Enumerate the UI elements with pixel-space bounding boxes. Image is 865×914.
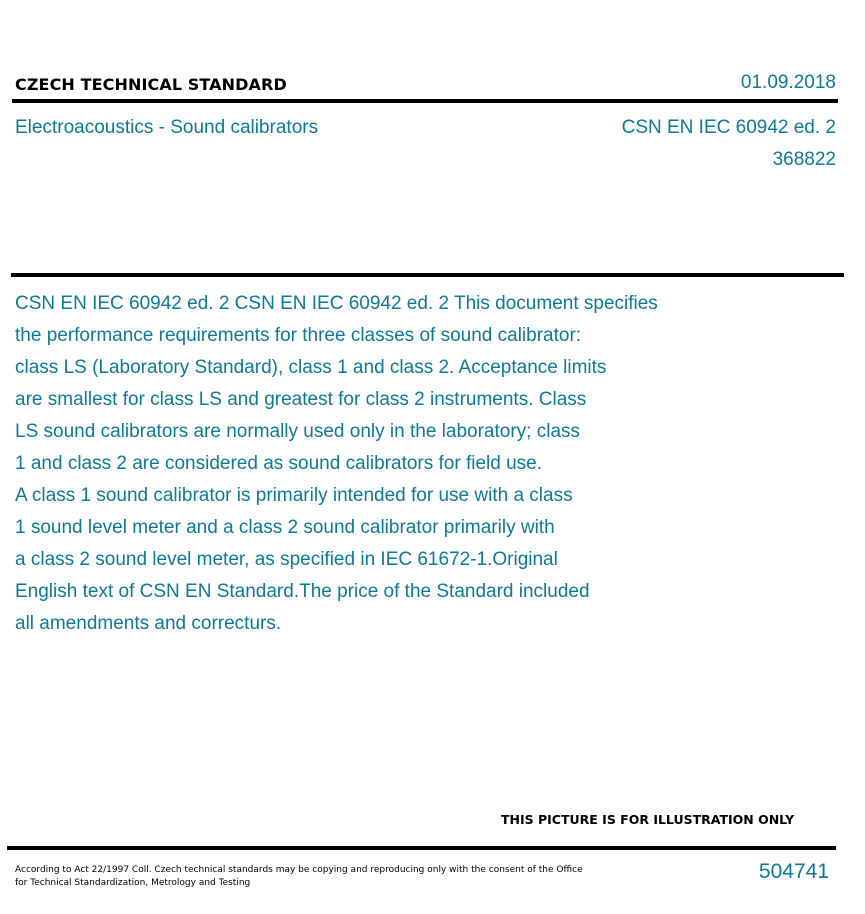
description-line: CSN EN IEC 60942 ed. 2 CSN EN IEC 60942 ed. 2 This document specifies: [15, 293, 658, 314]
legal-line: for Technical Standardization, Metrology and Testing: [15, 878, 251, 888]
description-line: 1 and class 2 are considered as sound calibrators for field use.: [15, 453, 543, 474]
header-divider: [12, 99, 838, 103]
publication-date: 01.09.2018: [740, 72, 836, 93]
description-line: A class 1 sound calibrator is primarily intended for use with a class: [15, 485, 573, 506]
legal-notice: [15, 864, 595, 890]
description-line: LS sound calibrators are normally used only in the laboratory; class: [15, 421, 581, 442]
description-line: all amendments and correcturs.: [15, 613, 282, 634]
document-description: [15, 288, 775, 640]
description-line: are smallest for class LS and greatest for class 2 instruments. Class: [15, 389, 587, 410]
catalog-number: 504741: [758, 860, 829, 883]
document-number: 368822: [772, 149, 836, 170]
document-title: Electroacoustics - Sound calibrators: [15, 117, 319, 138]
description-line: English text of CSN EN Standard.The price of the Standard included: [15, 581, 590, 602]
description-line: class LS (Laboratory Standard), class 1 and class 2. Acceptance limits: [15, 357, 607, 378]
content-divider: [11, 273, 844, 277]
description-line: a class 2 sound level meter, as specified in IEC 61672-1.Original: [15, 549, 558, 570]
standard-type-label: CZECH TECHNICAL STANDARD: [15, 75, 287, 94]
legal-line: According to Act 22/1997 Coll. Czech technical standards may be copying and reproducing only with the consent of the Office: [15, 865, 583, 875]
document-code: CSN EN IEC 60942 ed. 2: [621, 117, 836, 138]
illustration-note: THIS PICTURE IS FOR ILLUSTRATION ONLY: [501, 812, 795, 827]
description-line: the performance requirements for three classes of sound calibrator:: [15, 325, 582, 346]
footer-divider: [7, 846, 836, 850]
description-line: 1 sound level meter and a class 2 sound calibrator primarily with: [15, 517, 555, 538]
